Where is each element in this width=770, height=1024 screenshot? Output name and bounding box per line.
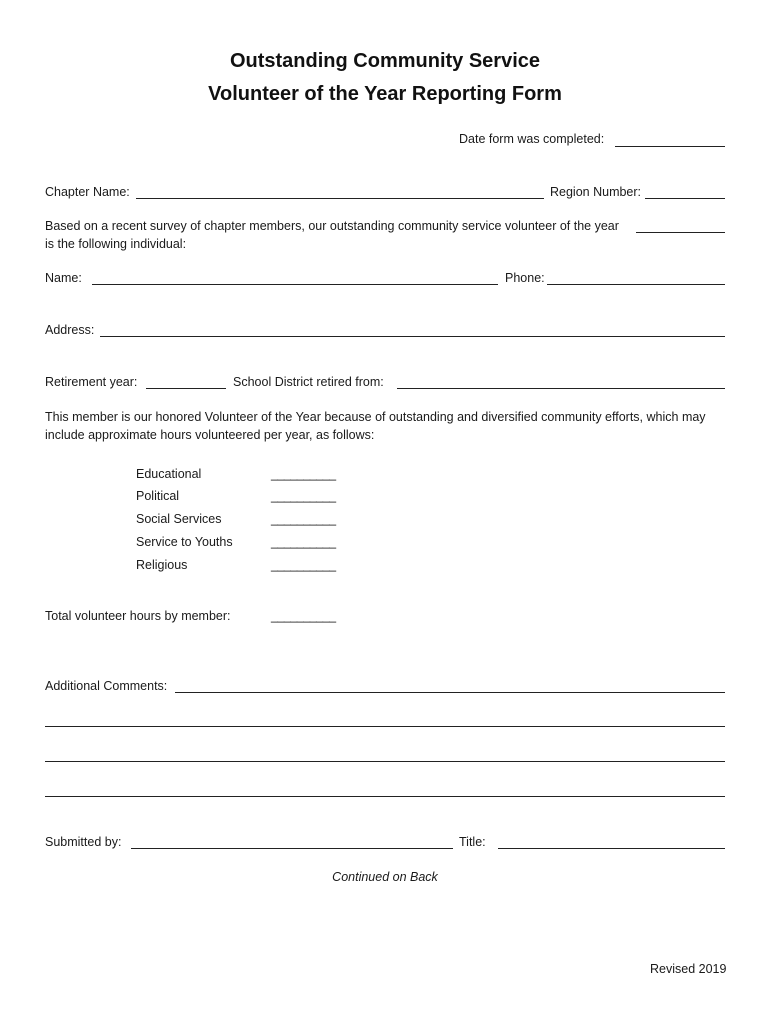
phone-field[interactable] <box>547 284 725 285</box>
region-number-field[interactable] <box>645 198 725 199</box>
additional-comments-line3[interactable] <box>45 761 725 762</box>
category-hours-social-services[interactable]: __________ <box>271 512 336 526</box>
category-label-service-to-youths: Service to Youths <box>136 535 233 549</box>
additional-comments-label: Additional Comments: <box>45 679 168 693</box>
phone-label: Phone: <box>505 271 545 285</box>
category-hours-educational[interactable]: __________ <box>271 467 336 481</box>
form-title-line2: Volunteer of the Year Reporting Form <box>208 83 562 105</box>
school-district-field[interactable] <box>397 388 725 389</box>
submitted-by-label: Submitted by: <box>45 835 122 849</box>
retirement-year-label: Retirement year: <box>45 375 138 389</box>
total-hours-label: Total volunteer hours by member: <box>45 609 231 623</box>
survey-text-line2: is the following individual: <box>45 237 187 251</box>
region-number-label: Region Number: <box>550 185 642 199</box>
survey-year-field[interactable] <box>636 232 725 233</box>
date-completed-field[interactable] <box>615 146 725 147</box>
address-label: Address: <box>45 323 95 337</box>
category-label-social-services: Social Services <box>136 512 222 526</box>
category-label-educational: Educational <box>136 467 202 481</box>
total-hours-field[interactable]: __________ <box>271 609 336 623</box>
title-field[interactable] <box>498 848 725 849</box>
revised-date: Revised 2019 <box>650 962 727 976</box>
chapter-name-field[interactable] <box>136 198 544 199</box>
chapter-name-label: Chapter Name: <box>45 185 130 199</box>
category-hours-religious[interactable]: __________ <box>271 558 336 572</box>
additional-comments-line1[interactable] <box>175 692 725 693</box>
name-label: Name: <box>45 271 82 285</box>
title-label: Title: <box>459 835 486 849</box>
continued-on-back: Continued on Back <box>332 870 438 884</box>
date-completed-label: Date form was completed: <box>459 132 605 146</box>
address-field[interactable] <box>100 336 725 337</box>
additional-comments-line2[interactable] <box>45 726 725 727</box>
category-label-religious: Religious <box>136 558 188 572</box>
name-field[interactable] <box>92 284 498 285</box>
form-title-line1: Outstanding Community Service <box>229 50 541 72</box>
honored-text-line2: include approximate hours volunteered per year, as follows: <box>45 428 375 442</box>
category-label-political: Political <box>136 489 180 503</box>
retirement-year-field[interactable] <box>146 388 226 389</box>
additional-comments-line4[interactable] <box>45 796 725 797</box>
submitted-by-field[interactable] <box>131 848 453 849</box>
school-district-label: School District retired from: <box>233 375 384 389</box>
survey-text-line1: Based on a recent survey of chapter members, our outstanding community service volunteer of the year <box>45 219 619 233</box>
category-hours-political[interactable]: __________ <box>271 489 336 503</box>
honored-text-line1: This member is our honored Volunteer of the Year because of outstanding and diversified community efforts, which may <box>45 410 706 424</box>
category-hours-service-to-youths[interactable]: __________ <box>271 535 336 549</box>
